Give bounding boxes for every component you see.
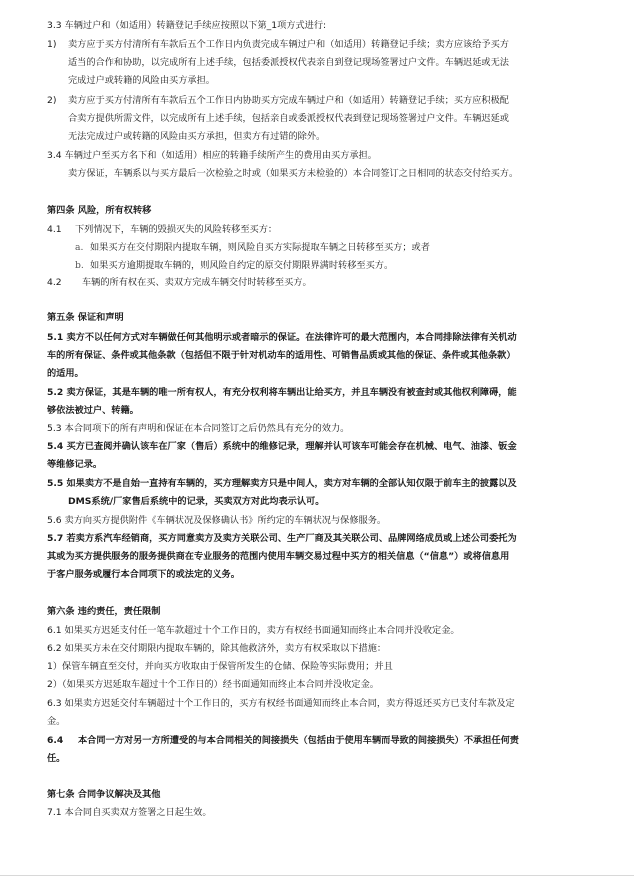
clause-6-2: 6.2 如果买方未在交付期限内提取车辆的，除其他救济外，卖方有权采取以下措施： [47, 643, 387, 654]
clause-5-1-line-1: 5.1 卖方不以任何方式对车辆做任何其他明示或者暗示的保证。在法律许可的最大范围内，本合同排除法律有关机动 [47, 332, 517, 343]
clause-4-2: 车辆的所有权在买、卖双方完成车辆交付时转移至买方。 [82, 277, 312, 288]
clause-6-2-measure-1: 1）保管车辆直至交付，并向买方收取由于保管所发生的仓储、保险等实际费用；并且 [47, 661, 393, 672]
clause-7-title: 第七条 合同争议解决及其他 [47, 789, 161, 800]
clause-4-1: 下列情况下，车辆的毁损灭失的风险转移至买方： [75, 224, 278, 235]
clause-5-6: 5.6 卖方向买方提供附件《车辆状况及保修确认书》所约定的车辆状况与保修服务。 [47, 515, 387, 526]
clause-6-4-line-2: 任。 [47, 753, 66, 764]
clause-5-7-line-1: 5.7 若卖方系汽车经销商，买方同意卖方及卖方关联公司、生产厂商及其关联公司、品牌网络成员或上述公司委托为 [47, 533, 517, 544]
clause-4-2-number: 4.2 [47, 277, 62, 288]
clause-6-1: 6.1 如果买方迟延支付任一笔车款超过十个工作日的，卖方有权经书面通知而终止本合同并没收定金。 [47, 625, 460, 636]
clause-4-1-b-number: b. [75, 260, 84, 271]
clause-5-4-line-1: 5.4 买方已查阅并确认该车在厂家（售后）系统中的维修记录，理解并认可该车可能会存在机械、电气、油漆、钣金 [47, 441, 517, 452]
item-2-number: 2) [47, 95, 57, 106]
clause-5-5-line-2: DMS系统/厂家售后系统中的记录，买卖双方对此均表示认可。 [68, 496, 325, 507]
item-1-number: 1) [47, 39, 57, 50]
clause-6-2-measure-2: 2）（如果买方迟延取车超过十个工作日的）经书面通知而终止本合同并没收定金。 [47, 679, 379, 690]
clause-5-1-line-3: 的适用。 [47, 368, 84, 379]
clause-5-1-line-2: 车的所有保证、条件或其他条款（包括但不限于针对机动车的适用性、可销售品质或其他的保证、条件或其他条款） [47, 350, 516, 361]
clause-4-1-a: 如果买方在交付期限内提取车辆，则风险自买方实际提取车辆之日转移至买方；或者 [90, 242, 430, 253]
clause-3-4: 3.4 车辆过户至买方名下和（如适用）相应的转籍手续所产生的费用由买方承担。 [47, 150, 377, 161]
clause-5-7-line-3: 于客户服务或履行本合同项下的或法定的义务。 [47, 569, 240, 580]
item-1-line-2: 适当的合作和协助，以完成所有上述手续，包括委派授权代表亲自到登记现场签署过户文件。车辆迟延或无法 [68, 57, 509, 68]
clause-3-4-guarantee: 卖方保证，车辆系以与买方最后一次检验之时或（如果买方未检验的）本合同签订之日相同的状态交付给买方。 [68, 168, 519, 179]
clause-6-4-number: 6.4 [47, 735, 64, 746]
clause-6-title: 第六条 违约责任，责任限制 [47, 606, 161, 617]
clause-5-2-line-1: 5.2 卖方保证，其是车辆的唯一所有权人，有充分权利将车辆出让给买方，并且车辆没有被查封或其他权利障碍，能 [47, 387, 517, 398]
clause-3-3: 3.3 车辆过户和（如适用）转籍登记手续应按照以下第_1项方式进行: [47, 20, 327, 31]
item-2-line-1: 卖方应于买方付清所有车款后五个工作日内协助买方完成车辆过户和（如适用）转籍登记手续；买方应积极配 [68, 95, 509, 106]
clause-4-1-a-number: a. [75, 242, 84, 253]
clause-5-4-line-2: 等维修记录。 [47, 459, 103, 470]
item-2-line-3: 无法完成过户或转籍的风险由买方承担，但卖方有过错的除外。 [68, 131, 326, 142]
clause-5-5-line-1: 5.5 如果卖方不是自始一直持有车辆的，买方理解卖方只是中间人，卖方对车辆的全部认知仅限于前车主的披露以及 [47, 478, 517, 489]
page-bottom-divider [0, 875, 634, 876]
clause-5-3: 5.3 本合同项下的所有声明和保证在本合同签订之后仍然具有充分的效力。 [47, 423, 350, 434]
clause-5-title: 第五条 保证和声明 [47, 312, 124, 323]
clause-4-title: 第四条 风险，所有权转移 [47, 205, 152, 216]
clause-4-1-number: 4.1 [47, 224, 62, 235]
clause-6-4-line-1: 本合同一方对另一方所遭受的与本合同相关的间接损失（包括由于使用车辆而导致的间接损失）不承担任何责 [78, 735, 519, 746]
clause-4-1-b: 如果买方逾期提取车辆的，则风险自约定的原交付期限界满时转移至买方。 [90, 260, 394, 271]
item-1-line-1: 卖方应于买方付清所有车款后五个工作日内负责完成车辆过户和（如适用）转籍登记手续；卖方应该给予买方 [68, 39, 509, 50]
clause-5-2-line-2: 够依法被过户、转籍。 [47, 405, 139, 416]
item-2-line-2: 合卖方提供所需文件，以完成所有上述手续，包括亲自或委派授权代表到登记现场签署过户文件。车辆迟延或 [68, 113, 509, 124]
item-1-line-3: 完成过户或转籍的风险由买方承担。 [68, 75, 215, 86]
clause-5-7-line-2: 其或为买方提供服务的服务提供商在专业服务的范围内使用车辆交易过程中买方的相关信息（“信息”）或将信息用 [47, 551, 510, 562]
clause-6-3-line-2: 金。 [47, 716, 66, 727]
clause-7-1: 7.1 本合同自买卖双方签署之日起生效。 [47, 807, 212, 818]
clause-6-3-line-1: 6.3 如果卖方迟延交付车辆超过十个工作日的，买方有权经书面通知而终止本合同，卖方得返还买方已支付车款及定 [47, 698, 515, 709]
